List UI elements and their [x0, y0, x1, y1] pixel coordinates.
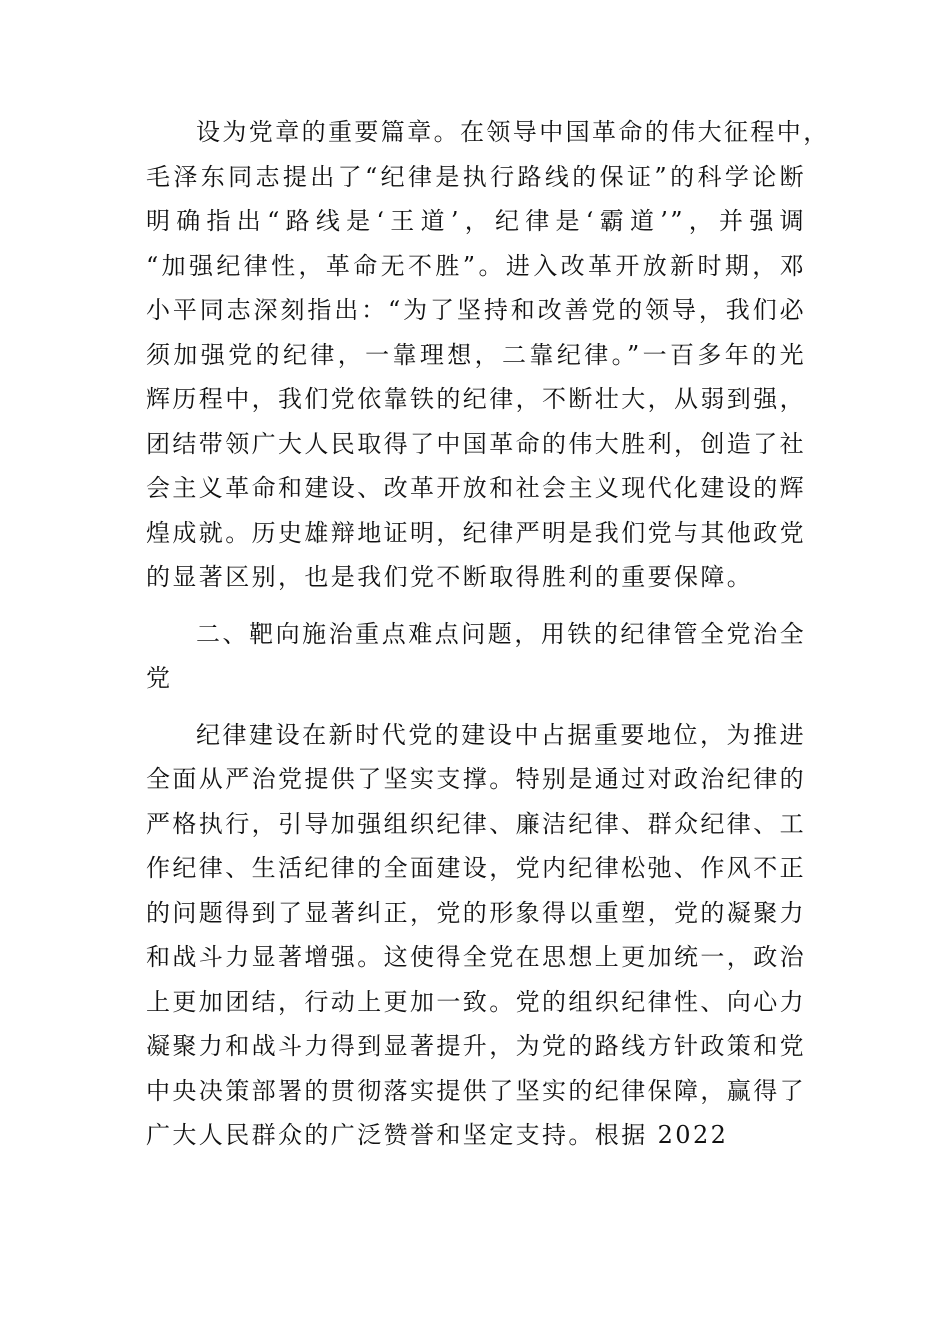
text-line: 全面从严治党提供了坚实支撑。特别是通过对政治纪律的 — [146, 765, 806, 793]
text-line: 上更加团结，行动上更加一致。党的组织纪律性、向心力 — [146, 987, 806, 1016]
text-line: 须加强党的纪律，一靠理想，二靠纪律。”一百多年的光 — [146, 340, 806, 369]
text-line: 和战斗力显著增强。这使得全党在思想上更加统一，政治 — [146, 943, 806, 971]
text-line: 明确指出“路线是‘王道’，纪律是‘霸道’”，并强调 — [146, 207, 806, 235]
paragraph-spacer — [146, 701, 806, 713]
text-line: 小平同志深刻指出：“为了坚持和改善党的领导，我们必 — [146, 296, 806, 324]
paragraph-2 — [146, 713, 806, 1158]
text-line: 的显著区别，也是我们党不断取得胜利的重要保障。 — [146, 563, 754, 591]
heading-line: 二、靶向施治重点难点问题，用铁的纪律管全党治全 — [196, 619, 806, 648]
text-line: 凝聚力和战斗力得到显著提升，为党的路线方针政策和党 — [146, 1032, 806, 1060]
text-line: 煌成就。历史雄辩地证明，纪律严明是我们党与其他政党 — [146, 518, 806, 547]
text-line: 纪律建设在新时代党的建设中占据重要地位，为推进 — [196, 720, 806, 749]
text-line: 的问题得到了显著纠正，党的形象得以重塑，党的凝聚力 — [146, 898, 806, 927]
text-line: 广大人民群众的广泛赞誉和坚定支持。根据 2022 — [146, 1121, 729, 1149]
paragraph-spacer — [146, 600, 806, 612]
text-line: 设为党章的重要篇章。在领导中国革命的伟大征程中， — [196, 118, 830, 146]
text-line: 会主义革命和建设、改革开放和社会主义现代化建设的辉 — [146, 474, 806, 502]
text-line: 作纪律、生活纪律的全面建设，党内纪律松弛、作风不正 — [146, 854, 806, 882]
text-line: 辉历程中，我们党依靠铁的纪律，不断壮大，从弱到强， — [146, 385, 806, 413]
text-line: 严格执行，引导加强组织纪律、廉洁纪律、群众纪律、工 — [146, 809, 806, 838]
section-heading-2 — [146, 612, 806, 701]
text-line: 中央决策部署的贯彻落实提供了坚实的纪律保障，赢得了 — [146, 1076, 806, 1105]
document-body — [146, 110, 830, 1158]
heading-line: 党 — [146, 664, 173, 692]
text-line: “加强纪律性，革命无不胜”。进入改革开放新时期，邓 — [146, 251, 806, 280]
paragraph-1 — [146, 110, 830, 600]
text-line: 毛泽东同志提出了“纪律是执行路线的保证”的科学论断 — [146, 162, 806, 191]
text-line: 团结带领广大人民取得了中国革命的伟大胜利，创造了社 — [146, 429, 806, 458]
